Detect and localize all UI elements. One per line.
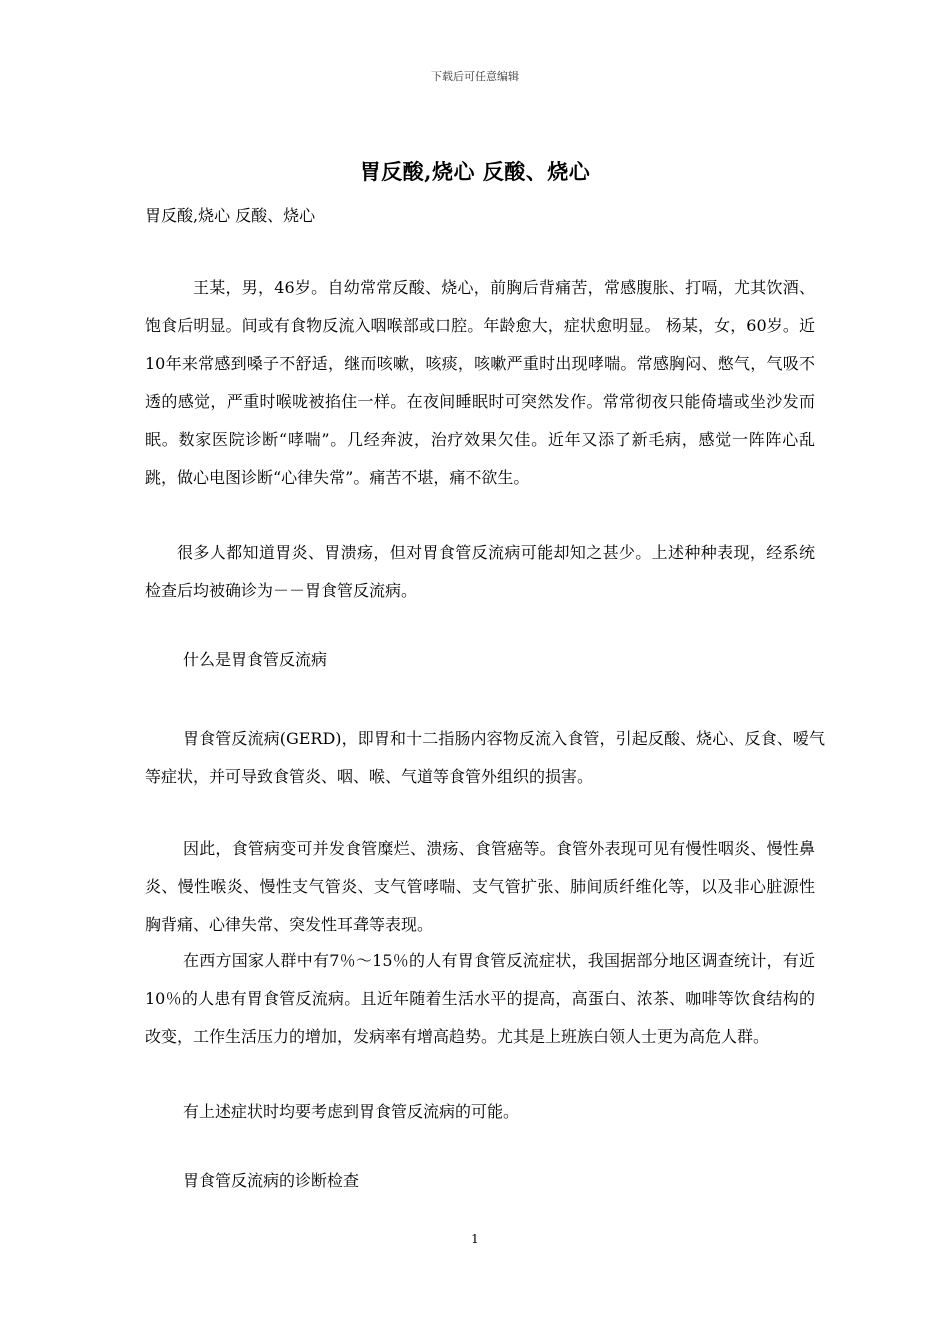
page-number: 1	[471, 1232, 479, 1246]
document-title: 胃反酸,烧心 反酸、烧心	[359, 159, 591, 184]
document-subtitle: 胃反酸,烧心 反酸、烧心	[145, 206, 316, 225]
paragraph-epidemiology: 在西方国家人群中有7％～15％的人有胃食管反流症状，我国据部分地区调查统计，有近10％的人患有胃食管反流病。且近年随着生活水平的提高，高蛋白、浓茶、咖啡等饮食结构的改变，工作生活压力的增加，发病率有增高趋势。尤其是上班族白领人士更为高危人群。	[145, 951, 815, 1046]
section-heading-what-is-gerd: 什么是胃食管反流病	[183, 650, 328, 669]
paragraph-complications: 因此，食管病变可并发食管糜烂、溃疡、食管癌等。食管外表现可见有慢性咽炎、慢性鼻炎、慢性喉炎、慢性支气管炎、支气管哮喘、支气管扩张、肺间质纤维化等，以及非心脏源性胸背痛、心律失常、突发性耳聋等表现。	[145, 839, 815, 934]
paragraph-advice: 有上述症状时均要考虑到胃食管反流病的可能。	[183, 1102, 520, 1121]
paragraph-definition: 胃食管反流病(GERD)，即胃和十二指肠内容物反流入食管，引起反酸、烧心、反食、嗳气等症状，并可导致食管炎、咽、喉、气道等食管外组织的损害。	[145, 729, 825, 786]
paragraph-intro: 很多人都知道胃炎、胃溃疡，但对胃食管反流病可能却知之甚少。上述种种表现，经系统检查后均被确诊为－－胃食管反流病。	[145, 543, 815, 600]
paragraph-case-story: 王某，男，46岁。自幼常常反酸、烧心，前胸后背痛苦，常感腹胀、打嗝，尤其饮酒、饱食后明显。间或有食物反流入咽喉部或口腔。年龄愈大，症状愈明显。 杨某，女，60岁。近10年来常感到嗓子不舒适，继而咳嗽，咳痰，咳嗽严重时出现哮喘。常感胸闷、憋气，气吸不透的感觉，严重时喉咙被掐住一样。在夜间睡眠时可突然发作。常常彻夜只能倚墙或坐沙发而眠。数家医院诊断“哮喘”。几经奔波，治疗效果欠佳。近年又添了新毛病，感觉一阵阵心乱跳，做心电图诊断“心律失常”。痛苦不堪，痛不欲生。	[145, 278, 815, 487]
section-heading-diagnosis: 胃食管反流病的诊断检查	[183, 1171, 360, 1190]
header-note: 下载后可任意编辑	[431, 70, 519, 83]
